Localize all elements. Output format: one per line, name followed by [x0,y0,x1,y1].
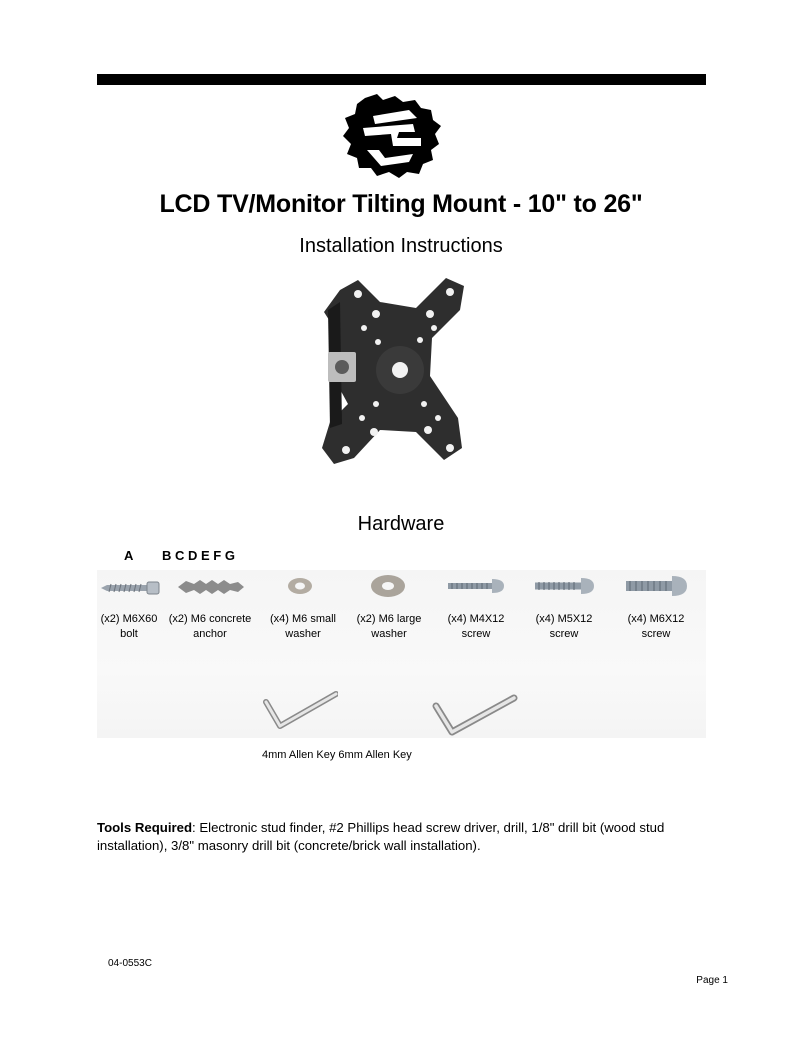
tools-required-text: : Electronic stud finder, #2 Phillips head screw driver, drill, 1/8" drill bit (wood stud installation), 3/8" masonry drill bit (concrete/brick wall installation). [97,820,665,853]
page-title: LCD TV/Monitor Tilting Mount - 10" to 26" [159,190,643,218]
small-washer-icon [287,577,313,595]
allen-keys-label: 4mm Allen Key 6mm Allen Key [262,749,412,761]
allen-key-4mm-icon [260,688,338,732]
m5-screw-icon [533,577,595,595]
part-label-large-washer: (x2) M6 large washer [356,613,422,640]
header-rule [97,74,706,85]
page-subtitle: Installation Instructions [299,235,503,257]
lag-bolt-icon [99,580,161,596]
part-label-small-washer: (x4) M6 small washer [269,613,336,640]
part-letter-a: A [124,548,134,563]
allen-key-6mm-icon [430,692,518,738]
document-number: 04-0553C [108,958,152,969]
part-label-m6x12-screw: (x4) M6X12 screw [627,613,685,640]
tools-required-label: Tools Required [97,820,193,835]
tilting-mount-illustration [318,272,468,468]
part-label-concrete-anchor: (x2) M6 concrete anchor [168,613,252,640]
m4-screw-icon [446,577,506,595]
part-label-m6x60-bolt: (x2) M6X60 bolt [100,613,158,640]
part-letters-b-g: B C D E F G [162,548,235,563]
brand-logo [343,94,441,178]
hardware-heading: Hardware [357,513,445,535]
part-label-m5x12-screw: (x4) M5X12 screw [535,613,593,640]
m6-screw-icon [624,575,688,597]
part-label-m4x12-screw: (x4) M4X12 screw [447,613,505,640]
tools-required-paragraph [97,819,707,855]
page-number: Page 1 [696,975,728,986]
large-washer-icon [370,574,406,598]
concrete-anchor-icon [176,578,246,596]
